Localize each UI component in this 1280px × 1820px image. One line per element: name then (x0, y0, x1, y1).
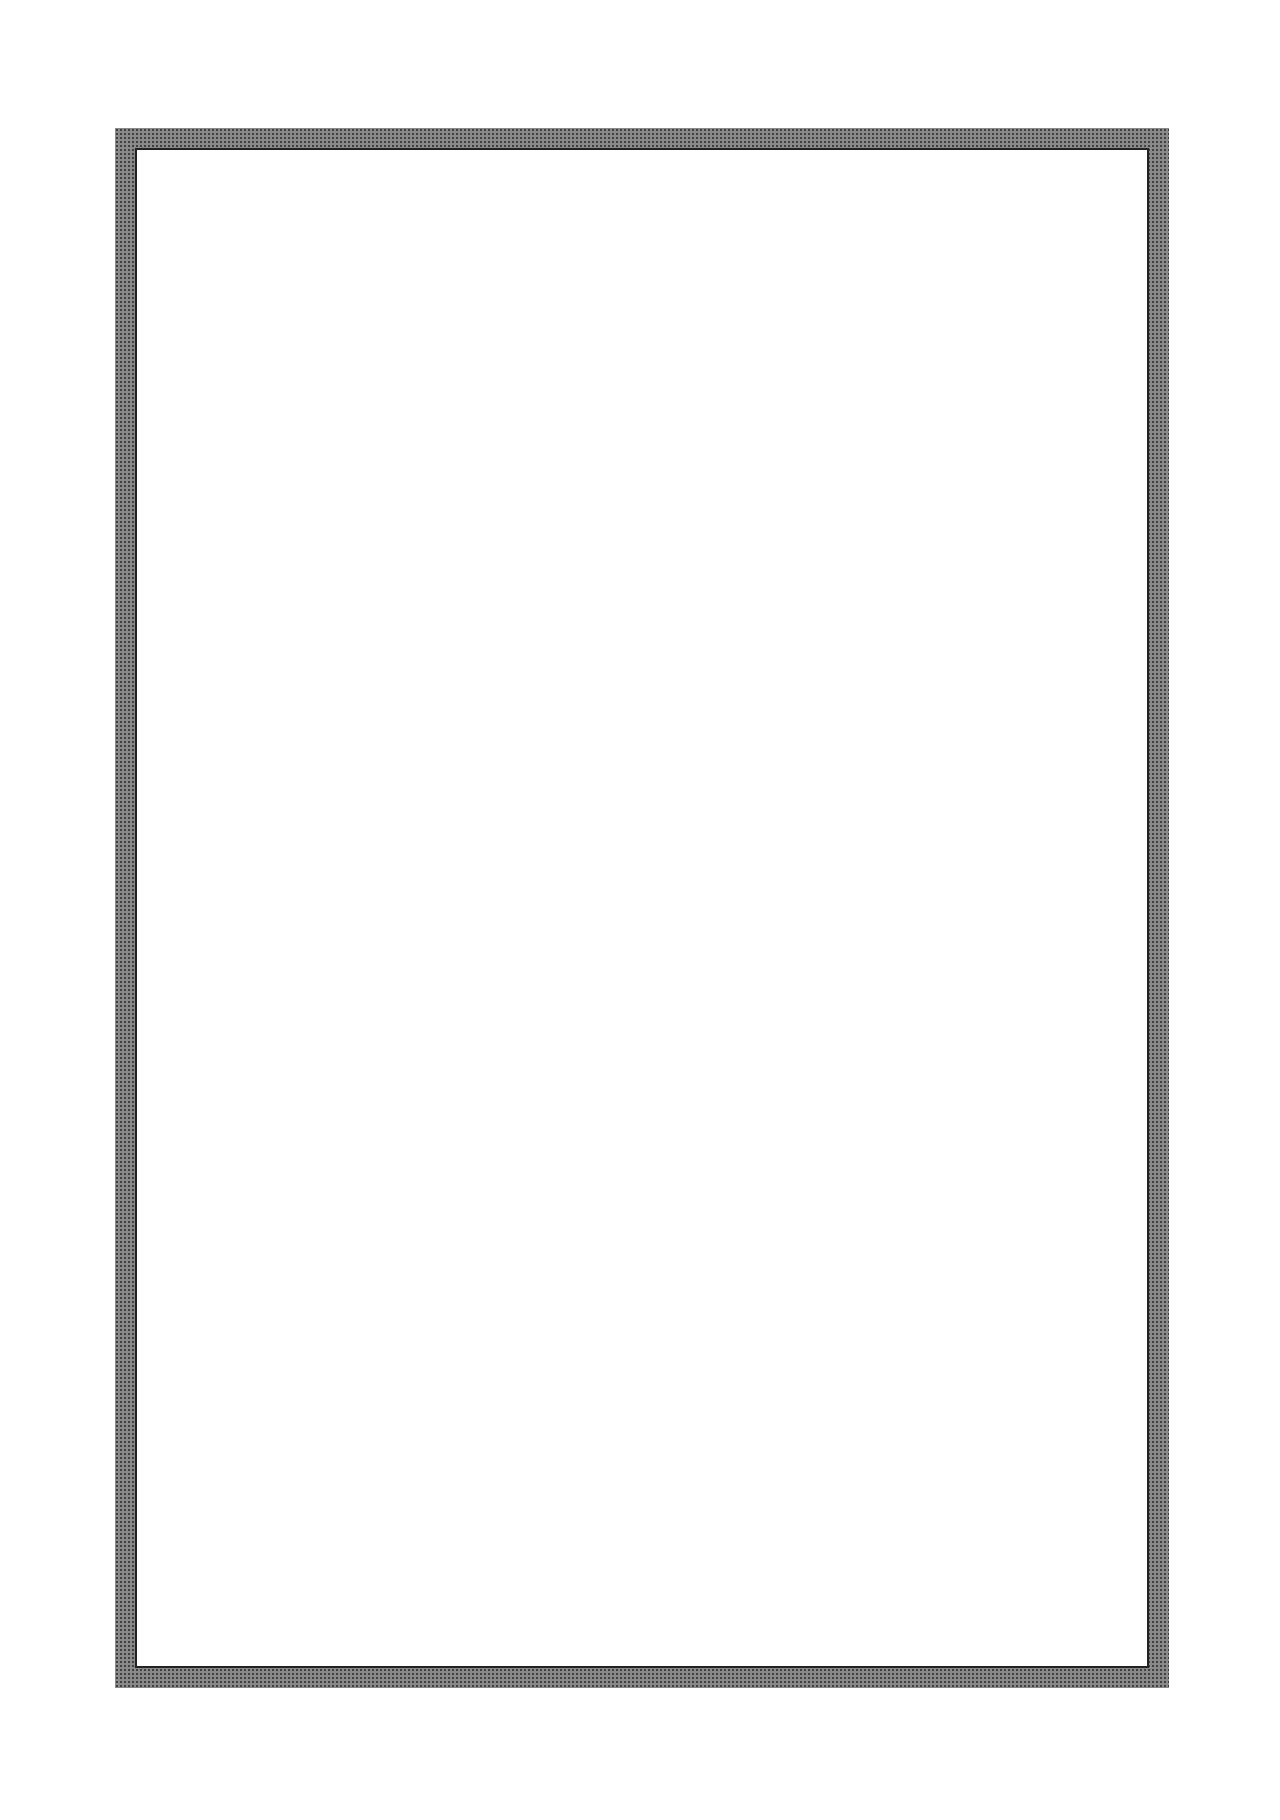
page-inner-panel (135, 148, 1149, 1668)
page-border-frame (115, 128, 1169, 1688)
